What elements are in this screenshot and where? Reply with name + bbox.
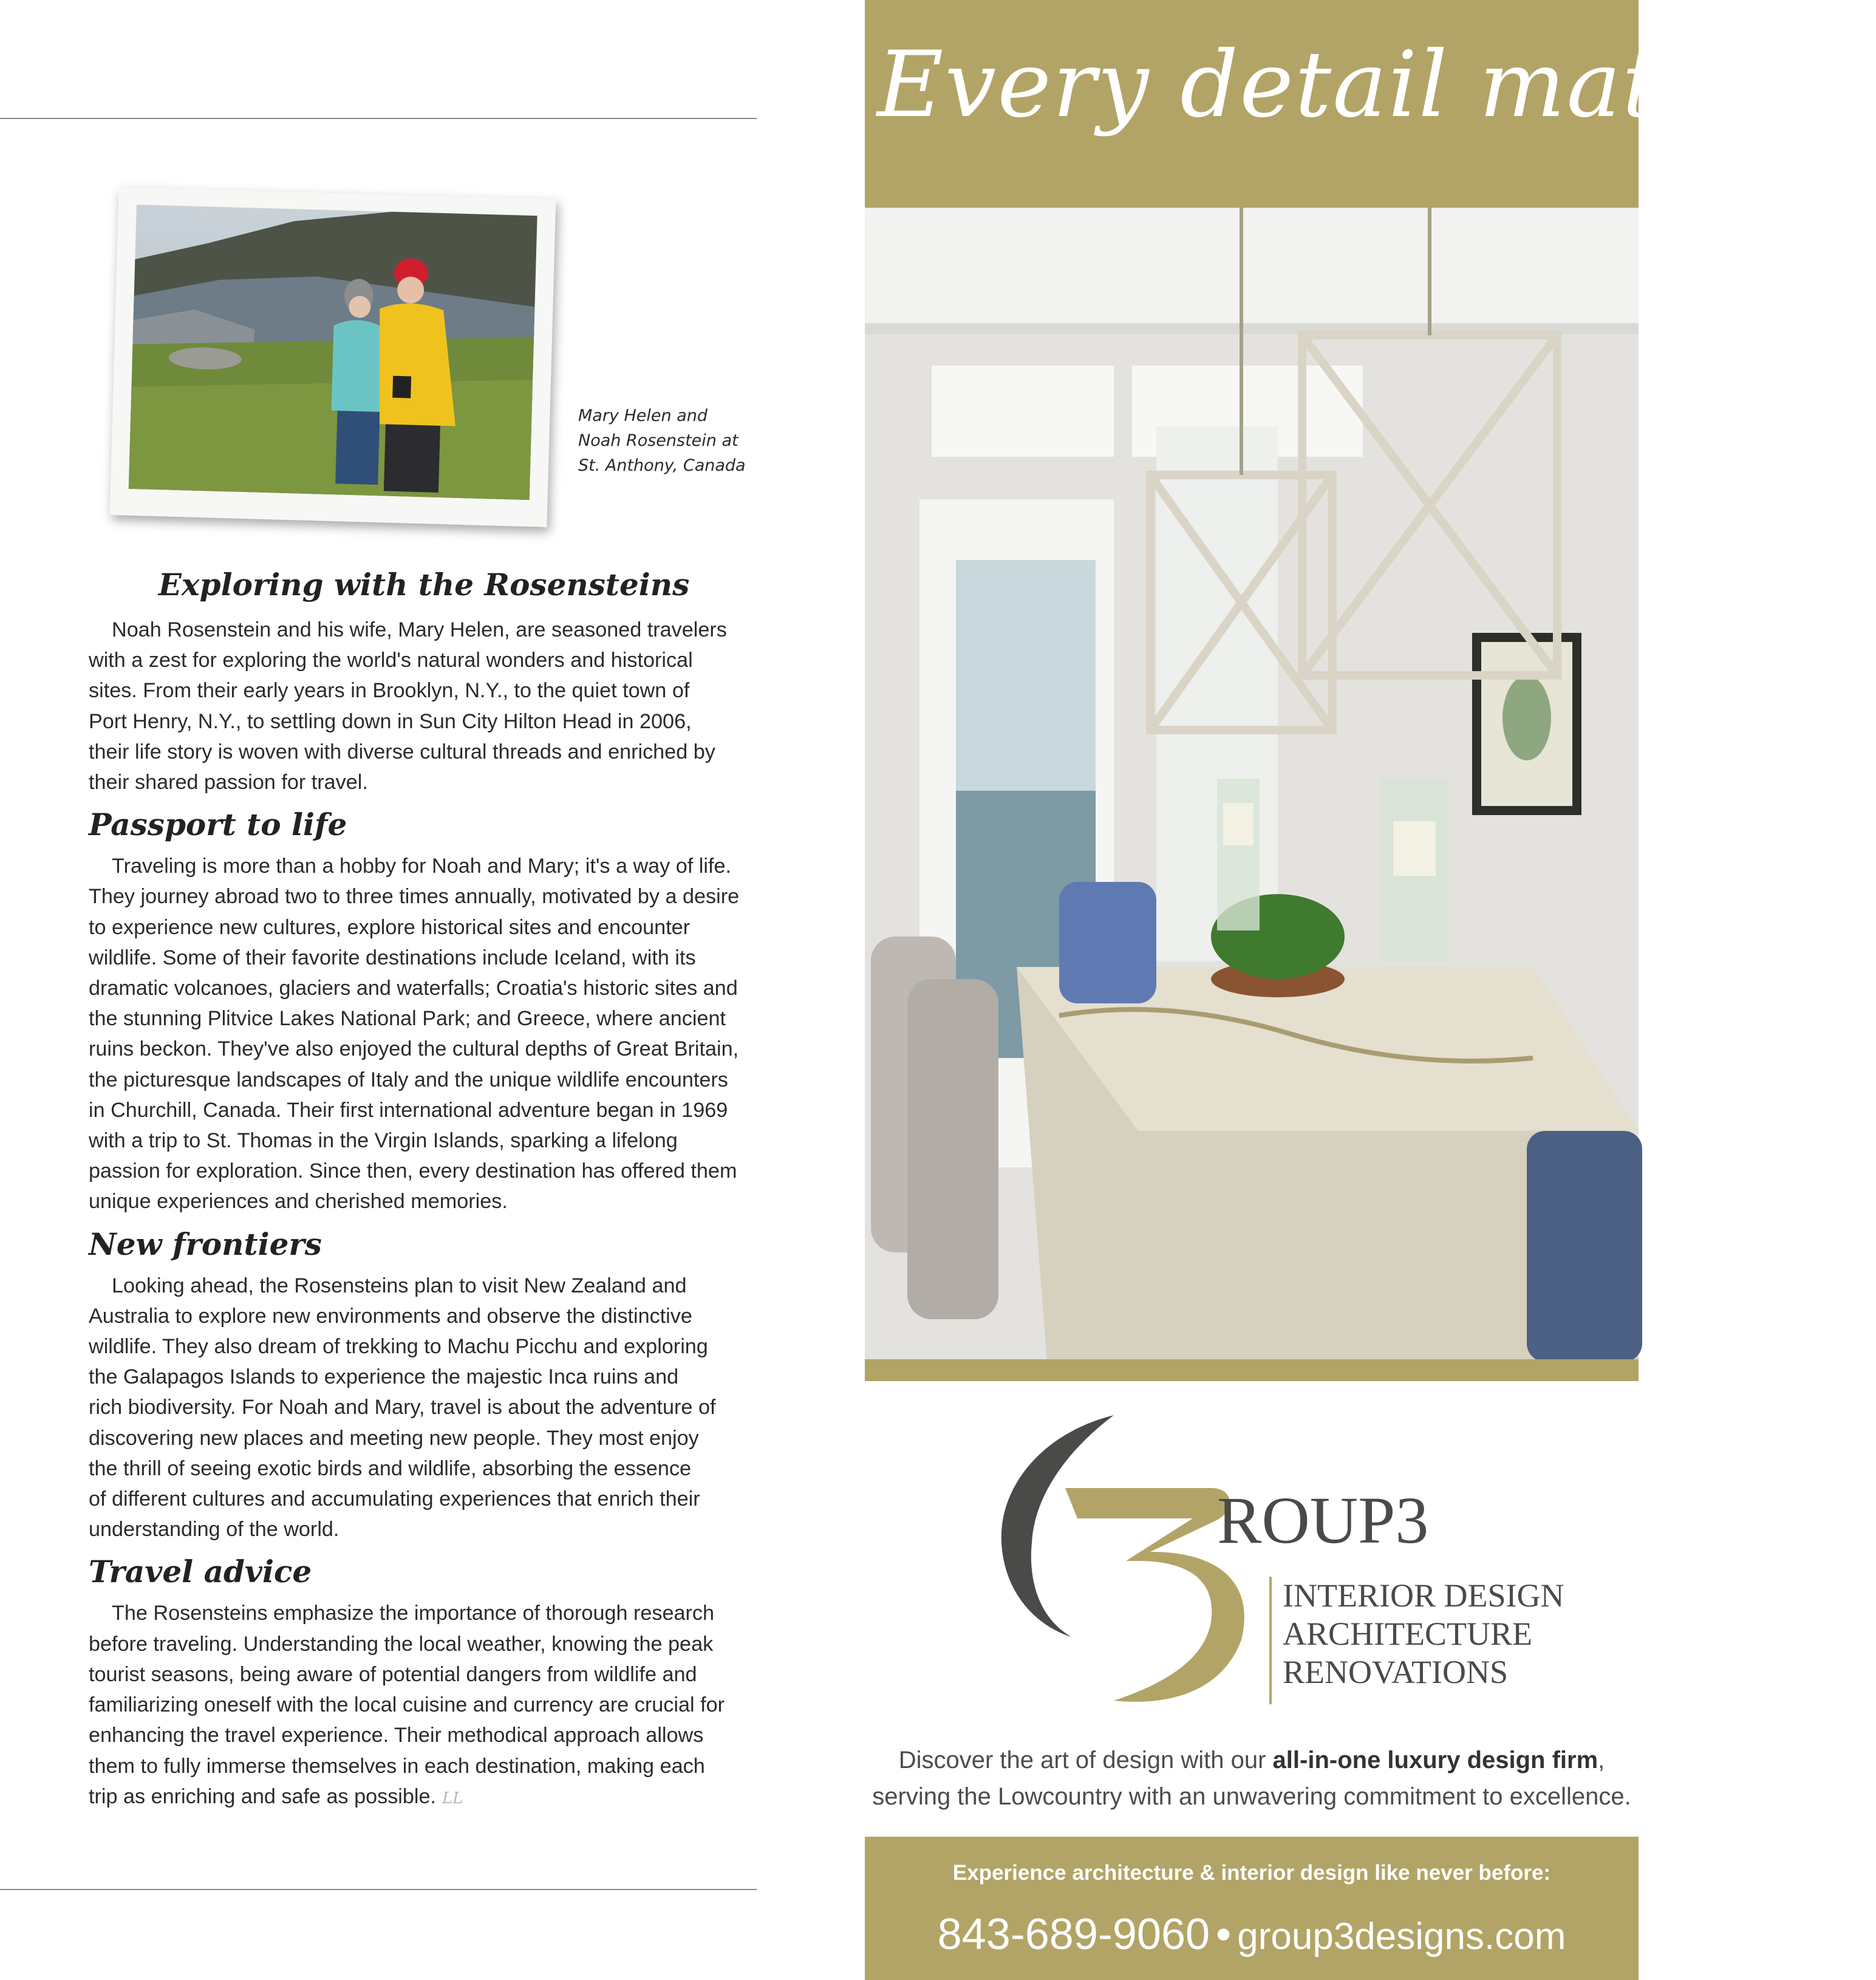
text-line: the Galapagos Islands to experience the majestic Inca ruins and	[89, 1365, 679, 1389]
text-line: enhancing the travel experience. Their methodical approach allows	[89, 1724, 704, 1747]
ad-tagline: Every detail matters.	[877, 32, 1876, 138]
text-line: understanding of the world.	[89, 1518, 339, 1541]
text-line: the stunning Plitvice Lakes National Park; and Greece, where ancient	[89, 1007, 726, 1031]
text-line: tourist seasons, being aware of potential dangers from wildlife and	[89, 1662, 697, 1686]
text-line: with a trip to St. Thomas in the Virgin Islands, sparking a lifelong	[89, 1129, 678, 1153]
intro-paragraph	[89, 615, 759, 797]
text-line: them to fully immerse themselves in each destination, making each	[89, 1754, 705, 1778]
text-line: Looking ahead, the Rosensteins plan to visit New Zealand and	[112, 1274, 687, 1297]
text-line: Australia to explore new environments and observe the distinctive	[89, 1304, 692, 1328]
logo-wordmark: ROUP3	[1217, 1483, 1429, 1557]
text-line: the picturesque landscapes of Italy and the unique wildlife encounters	[89, 1068, 728, 1091]
section-heading-passport: Passport to life	[89, 807, 347, 843]
caption-line: Mary Helen and	[578, 406, 708, 425]
text-line: passion for exploration. Since then, every destination has offered them	[89, 1159, 737, 1183]
travel-photo	[110, 187, 556, 527]
service-item: INTERIOR DESIGN	[1283, 1577, 1564, 1614]
text-line: discovering new places and meeting new people. They most enjoy	[89, 1426, 699, 1450]
text-line: Noah Rosenstein and his wife, Mary Helen, are seasoned travelers	[112, 618, 727, 641]
ad-contact	[865, 1907, 1639, 1964]
text-line: in Churchill, Canada. Their first international adventure began in 1969	[89, 1098, 728, 1122]
promo-suffix: ,	[1598, 1747, 1605, 1773]
bottom-rule	[0, 1889, 757, 1890]
promo-line-1	[865, 1742, 1639, 1778]
text-line: Traveling is more than a hobby for Noah and Mary; it's a way of life.	[112, 855, 731, 878]
text-line	[89, 1781, 759, 1814]
text-line: with a zest for exploring the world's natural wonders and historical	[89, 649, 693, 672]
passport-paragraph	[89, 851, 759, 1217]
frontiers-paragraph	[89, 1271, 759, 1545]
section-heading-advice: Travel advice	[89, 1554, 312, 1590]
photo-couple-coast	[129, 205, 537, 500]
text-line: before traveling. Understanding the local weather, knowing the peak	[89, 1632, 714, 1656]
services-list	[1283, 1577, 1564, 1692]
logo-divider	[1269, 1577, 1272, 1704]
promo-text	[865, 1742, 1639, 1815]
text-line: to experience new cultures, explore historical sites and encounter	[89, 915, 691, 939]
end-mark: LL	[442, 1789, 463, 1808]
service-item: ARCHITECTURE	[1283, 1616, 1532, 1652]
bullet-separator: •	[1216, 1910, 1232, 1959]
text-line: their shared passion for travel.	[89, 771, 368, 794]
text-line: Port Henry, N.Y., to settling down in Sun City Hilton Head in 2006,	[89, 709, 692, 733]
logo-g-shape	[1001, 1415, 1114, 1637]
text-line: They journey abroad two to three times annually, motivated by a desire	[89, 885, 740, 909]
text-line: the thrill of seeing exotic birds and wildlife, absorbing the essence	[89, 1456, 692, 1480]
website-link[interactable]: group3designs.com	[1237, 1916, 1566, 1958]
phone-number[interactable]: 843-689-9060	[937, 1910, 1210, 1959]
caption-line: St. Anthony, Canada	[578, 456, 746, 475]
text-line: their life story is woven with diverse cultural threads and enriched by	[89, 740, 715, 763]
section-heading-frontiers: New frontiers	[89, 1226, 322, 1262]
text-line: rich biodiversity. For Noah and Mary, travel is about the adventure of	[89, 1396, 716, 1419]
ad-cta: Experience architecture & interior design like never before:	[952, 1861, 1551, 1885]
text-line: of different cultures and accumulating experiences that enrich their	[89, 1487, 700, 1511]
text-line: ruins beckon. They've also enjoyed the cultural depths of Great Britain,	[89, 1037, 739, 1061]
advertisement[interactable]	[865, 0, 1876, 1980]
top-rule	[0, 118, 757, 119]
photo-caption	[578, 403, 760, 478]
dining-room-illustration	[865, 208, 1639, 1359]
text-line: The Rosensteins emphasize the importance of thorough research	[112, 1602, 714, 1625]
caption-line: Noah Rosenstein at	[578, 431, 738, 450]
text-line: wildlife. They also dream of trekking to Machu Picchu and exploring	[89, 1335, 708, 1359]
text-line: familiarizing oneself with the local cuisine and currency are crucial for	[89, 1693, 725, 1717]
text-line: wildlife. Some of their favorite destinations include Iceland, with its	[89, 946, 696, 969]
text-line: dramatic volcanoes, glaciers and waterfalls; Croatia's historic sites and	[89, 977, 738, 1000]
service-item: RENOVATIONS	[1283, 1654, 1509, 1690]
last-line-text: trip as enriching and safe as possible.	[89, 1784, 437, 1808]
advice-paragraph	[89, 1598, 759, 1813]
ad-divider-band	[865, 1359, 1639, 1381]
promo-line-2: serving the Lowcountry with an unwavering commitment to excellence.	[872, 1783, 1631, 1810]
text-line: sites. From their early years in Brooklyn, N.Y., to the quiet town of	[89, 679, 690, 703]
article-title: Exploring with the Rosensteins	[158, 567, 690, 603]
promo-bold: all-in-one luxury design firm	[1272, 1747, 1598, 1773]
article	[89, 565, 759, 1821]
text-line: unique experiences and cherished memories.	[89, 1190, 508, 1214]
promo-prefix: Discover the art of design with our	[898, 1747, 1273, 1773]
dining-room-photo	[865, 208, 1639, 1359]
